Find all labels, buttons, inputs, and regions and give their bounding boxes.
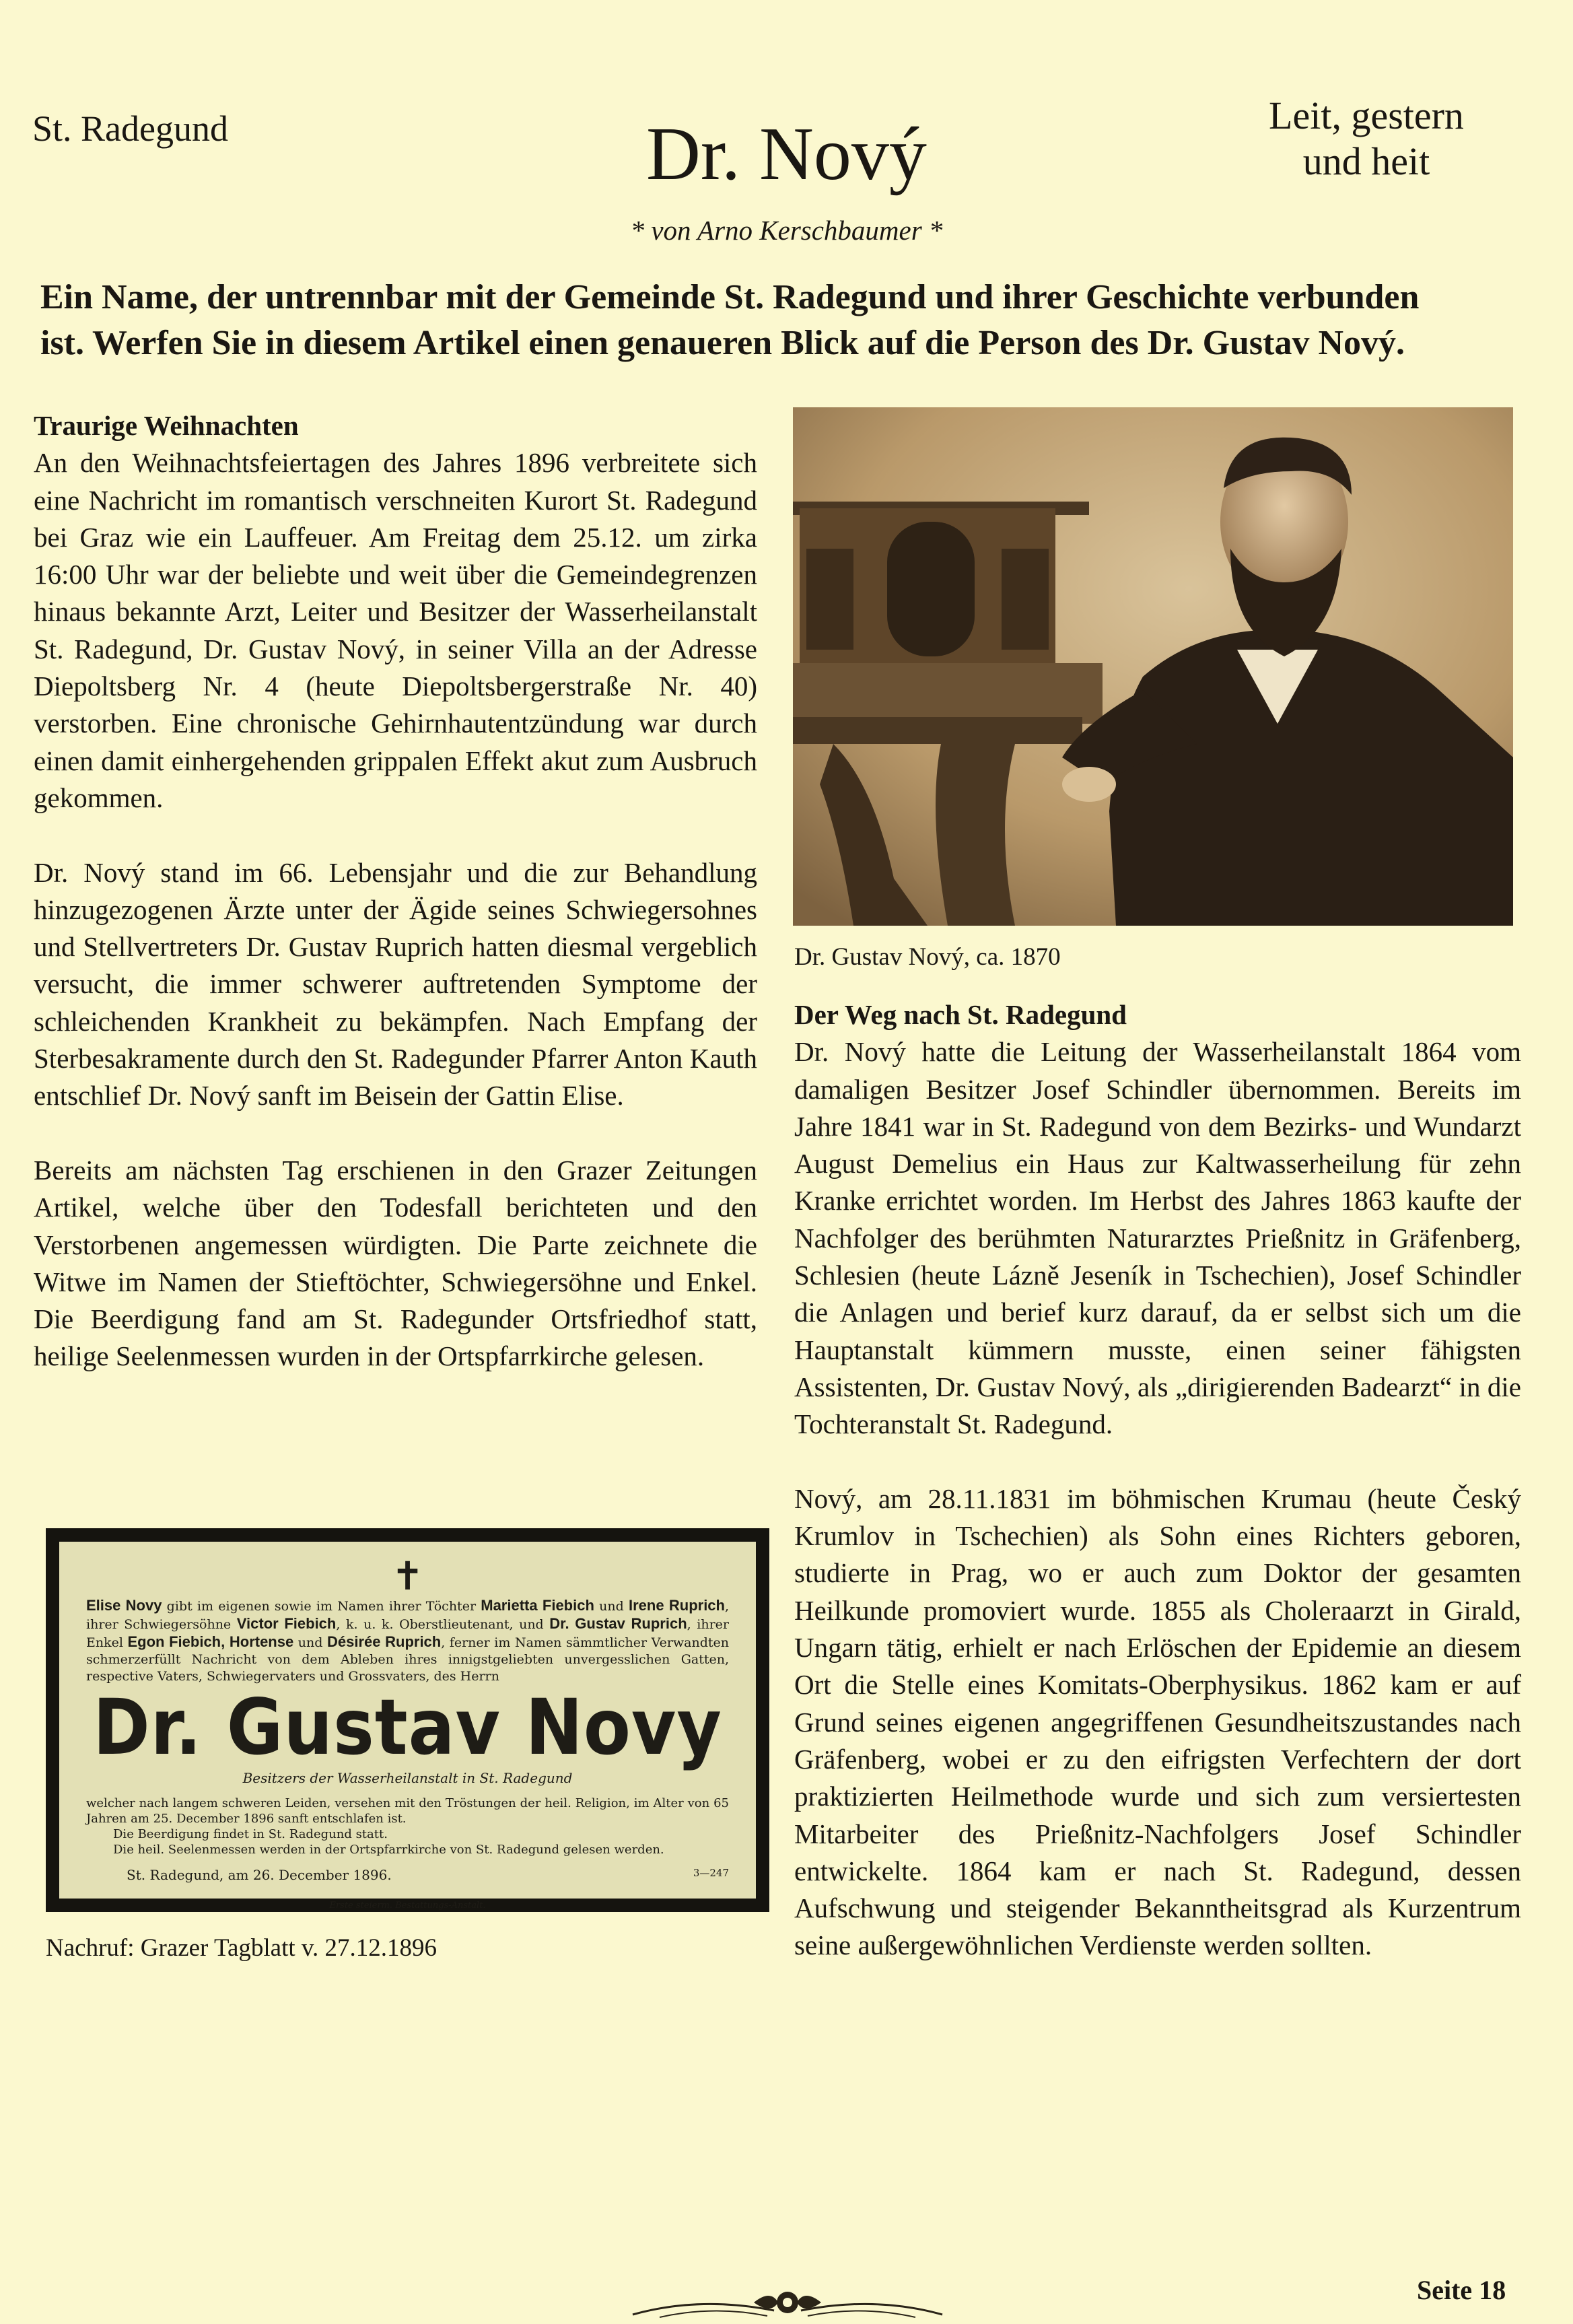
obituary-name: Dr. Gustav Novy [93,1682,722,1773]
section-heading: Der Weg nach St. Radegund [794,999,1127,1030]
paragraph: Bereits am nächsten Tag erschienen in den Grazer Zeitungen Artikel, welche über den Todesfall berichteten und den Verstorbenen angemessen würdigten. Die Parte zeichnete die Witwe im Namen der Stieftöchter, Schwiegersöhne und Enkel. Die Beerdigung fand am St. Radegunder Ortsfriedhof statt, heilige Seelenmessen wurden in der Ortspfarrkirche gelesen. [34,1154,757,1372]
photo-caption: Dr. Gustav Nový, ca. 1870 [794,943,1061,971]
portrait-image [793,407,1513,926]
obituary-footer: Erste steierm. Bestattungs-Anstalt. [329,1901,486,1911]
paragraph: An den Weihnachtsfeiertagen des Jahres 1896 verbreitete sich eine Nachricht im romantisch verschneiten Kurort St. Radegund bei Graz wie ein Lauffeuer. Am Freitag dem 25.12. um zirka 16:00 Uhr war der beliebte und weit über die Gemeindegrenzen hinaus bekannte Arzt, Leiter und Besitzer der Wasserheilanstalt St. Radegund, Dr. Gustav Nový, in seiner Villa an der Adresse Diepoltsberg Nr. 4 (heute Diepoltsbergerstraße Nr. 40) verstorben. Eine chronische Gehirnhautentzündung war durch einen damit einhergehenden grippalen Effekt akut zum Ausbruch gekommen. [34,447,757,813]
paragraph: Dr. Nový stand im 66. Lebensjahr und die zur Behandlung hinzugezogenen Ärzte unter der Ägide seines Schwiegersohnes und Stellvertreters Dr. Gustav Ruprich hatten diesmal vergeblich versucht, die immer schwerer auftretenden Symptome der schleichenden Krankheit zu bekämpfen. Nach Empfang der Sterbesakramente durch den St. Radegunder Pfarrer Anton Kauth entschlief Dr. Nový sanft im Beisein der Gattin Elise. [34,856,757,1112]
obituary-paper [59,1542,756,1911]
obituary-clipping [46,1528,769,1912]
intro-line-2: ist. Werfen Sie in diesem Artikel einen genaueren Blick auf die Person des Dr. Gustav Nový. [40,324,1405,362]
right-column [794,996,1521,1964]
obituary-role: Besitzers der Wasserheilanstalt in St. Radegund [242,1770,573,1786]
obituary-body: welcher nach langem schweren Leiden, versehen mit den Tröstungen der heil. Religion, im Alter von 65 Jahren am 25. December 1896 sanft entschlafen ist. Die Beerdigung findet in St. Radegund statt. Die heil. Seelenmessen werden in der Ortspfarrkirche von St. Radegund gelesen werden. [86,1796,729,1857]
page-number: Seite 18 [1417,2275,1506,2305]
obituary-caption: Nachruf: Grazer Tagblatt v. 27.12.1896 [46,1934,437,1962]
portrait-photo [793,407,1513,926]
intro-line-1: Ein Name, der untrennbar mit der Gemeinde St. Radegund und ihrer Geschichte verbunden [40,278,1420,316]
author-byline: * von Arno Kerschbaumer * [630,215,943,246]
section-heading: Traurige Weihnachten [34,410,299,441]
obituary-intro: Elise Novy gibt im eigenen sowie im Namen ihrer Töchter Marietta Fiebich und Irene Ruprich, ihrer Schwiegersöhne Victor Fiebich, k. u. k. Oberstlieutenant, und Dr. Gustav Ruprich, ihrer Enkel Egon Fiebich, Hortense und Désirée Ruprich, ferner im Namen sämmtlicher Verwandten schmerzerfüllt Nachricht von dem Ableben ihres innigstgeliebten unvergesslichen Gatten, respective Vaters, Schwiegervaters und Grossvaters, des Herrn [86,1597,730,1684]
article-title: Dr. Nový [646,112,927,196]
intro-text [40,275,1541,366]
paragraph: Nový, am 28.11.1831 im böhmischen Krumau (heute Český Krumlov in Tschechien) als Sohn eines Richters geboren, studierte in Prag, wo er auch zum Doktor der gesamten Heilkunde promoviert wurde. 1855 als Choleraarzt in Girald, Ungarn tätig, erhielt er nach Erlöschen der Epidemie an diesem Ort die Stelle eines Komitats-Oberphysikus. 1862 kam er auf Grund seines eigenen angegriffenen Gesundheitszustandes nach Gräfenberg, wobei er zu den eifrigsten Verfechtern der dort praktizierten Heilmethode wurde und sich zum versiertesten Mitarbeiter des Prießnitz-Nachfolgers Josef Schindler entwickelte. 1864 kam er nach St. Radegund, dessen Aufschwung und steigender Bekanntheitsgrad als Kurzentrum seine außergewöhnlichen Verdienste werden sollten. [794,1482,1521,1961]
series-label-line1: Leit, gestern [1269,94,1464,137]
ornament-icon [619,2276,956,2324]
series-label-line2: und heit [1302,139,1430,183]
left-column [34,407,757,1375]
section-label: St. Radegund [32,108,228,149]
paragraph: Dr. Nový hatte die Leitung der Wasserheilanstalt 1864 vom damaligen Besitzer Josef Schindler übernommen. Bereits im Jahre 1841 war in St. Radegund von dem Bezirks- und Wundarzt August Demelius ein Haus zur Kaltwasserheilung für zehn Kranke errichtet worden. Im Herbst des Jahres 1863 kaufte der Nachfolger des berühmten Naturarztes Prießnitz in Gräfenberg, Schlesien (heute Lázně Jeseník in Tschechien), Josef Schindler die Anlagen und berief kurz darauf, da er selbst sich um die Hauptanstalt kümmern musste, einen seiner fähigsten Assistenten, Dr. Gustav Nový, als „dirigierenden Badearzt“ in die Tochteranstalt St. Radegund. [794,1036,1521,1440]
obituary-dateline: St. Radegund, am 26. December 1896. 3—247 [127,1867,729,1883]
series-label [1232,93,1501,184]
cross-icon: ✝ [391,1553,424,1599]
